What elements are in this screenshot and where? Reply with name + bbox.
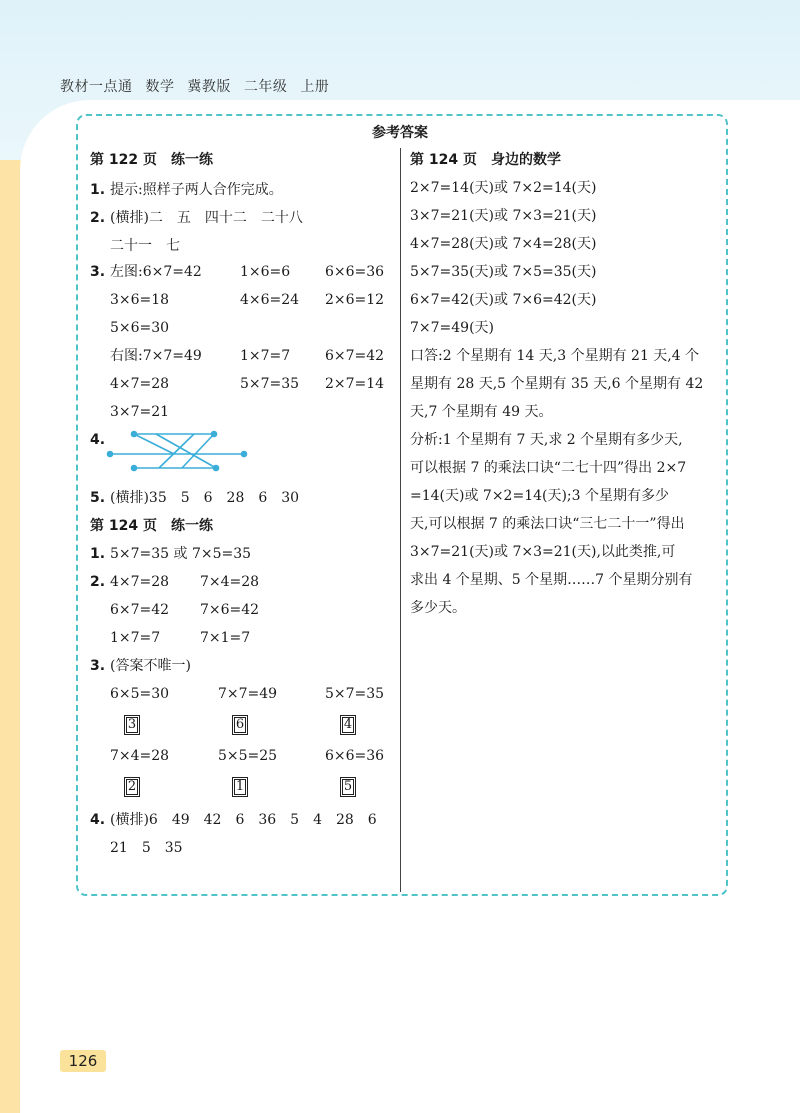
p3-equation: 5×7=35 [325,686,385,702]
q4-number: 4. [90,432,106,448]
q3-cell: 左图:6×7=42 [110,264,202,280]
p4-number: 4. [90,812,106,828]
q2-number: 2. [90,210,106,226]
column-divider [400,148,401,892]
right-line: 5×7=35(天)或 7×5=35(天) [410,264,597,280]
right-line: 分析:1 个星期有 7 天,求 2 个星期有多少天, [410,432,683,448]
right-line: 多少天。 [410,600,466,616]
q2-answer-line2: 二十一 七 [110,238,180,254]
q5-number: 5. [90,490,106,506]
q3-cell: 6×6=36 [325,264,385,280]
page-title: 参考答案 [372,125,428,141]
p2-cell: 4×7=28 [110,574,170,590]
q3-cell: 2×7=14 [325,376,385,392]
p3-equation: 6×5=30 [110,686,170,702]
p2-cell: 1×7=7 [110,630,161,646]
p2-cell: 7×6=42 [200,602,260,618]
p3-equation: 7×7=49 [218,686,278,702]
q3-cell: 1×6=6 [240,264,291,280]
q3-cell: 3×7=21 [110,404,170,420]
q5-answer: (横排)35 5 6 28 6 30 [110,490,300,506]
p2-number: 2. [90,574,106,590]
book-name: 教材一点通 [60,79,133,95]
p3-boxed-answer: 2 [124,777,140,797]
right-line: 7×7=49(天) [410,320,495,336]
edition: 冀教版 [187,79,231,95]
section-title-122: 第 122 页 练一练 [90,152,213,168]
right-line: 星期有 28 天,5 个星期有 35 天,6 个星期有 42 [410,376,704,392]
subject: 数学 [145,79,175,95]
p3-boxed-answer: 1 [232,777,248,797]
running-header [60,76,337,96]
q3-cell: 5×7=35 [240,376,300,392]
p2-cell: 7×4=28 [200,574,260,590]
q1-number: 1. [90,182,106,198]
p3-note: (答案不唯一) [110,658,191,674]
p3-boxed-answer: 4 [340,715,356,735]
p3-equation: 7×4=28 [110,748,170,764]
q3-cell: 6×7=42 [325,348,385,364]
p1-number: 1. [90,546,106,562]
page-number: 126 [60,1050,106,1072]
q3-cell: 5×6=30 [110,320,170,336]
p4-answer-line1: (横排)6 49 42 6 36 5 4 28 6 [110,812,377,828]
grade: 二年级 [243,79,288,95]
right-line: =14(天)或 7×2=14(天);3 个星期有多少 [410,488,670,504]
p3-equation: 5×5=25 [218,748,278,764]
right-line: 天,可以根据 7 的乘法口诀“三七二十一”得出 [410,516,685,532]
section-title-124: 第 124 页 练一练 [90,518,213,534]
section-title-life-math: 第 124 页 身边的数学 [410,152,561,168]
q3-number: 3. [90,264,106,280]
p3-boxed-answer: 6 [232,715,248,735]
right-line: 3×7=21(天)或 7×3=21(天) [410,208,597,224]
right-line: 2×7=14(天)或 7×2=14(天) [410,180,597,196]
right-line: 3×7=21(天)或 7×3=21(天),以此类推,可 [410,544,676,560]
q3-cell: 4×6=24 [240,292,300,308]
right-line: 可以根据 7 的乘法口诀“二七十四”得出 2×7 [410,460,687,476]
q2-answer-line1: (横排)二 五 四十二 二十八 [110,210,303,226]
right-line: 6×7=42(天)或 7×6=42(天) [410,292,597,308]
p2-cell: 6×7=42 [110,602,170,618]
right-line: 4×7=28(天)或 7×4=28(天) [410,236,597,252]
p2-cell: 7×1=7 [200,630,251,646]
right-line: 口答:2 个星期有 14 天,3 个星期有 21 天,4 个 [410,348,700,364]
p3-number: 3. [90,658,106,674]
matching-lines-diagram [104,424,250,478]
q3-cell: 2×6=12 [325,292,385,308]
right-line: 求出 4 个星期、5 个星期……7 个星期分别有 [410,572,693,588]
q1-answer: 提示:照样子两人合作完成。 [110,182,283,198]
right-line: 天,7 个星期有 49 天。 [410,404,553,420]
p1-answer: 5×7=35 或 7×5=35 [110,546,252,562]
p3-boxed-answer: 5 [340,777,356,797]
p3-equation: 6×6=36 [325,748,385,764]
q3-cell: 4×7=28 [110,376,170,392]
p4-answer-line2: 21 5 35 [110,840,183,856]
p3-boxed-answer: 3 [124,715,140,735]
q3-cell: 右图:7×7=49 [110,348,202,364]
volume: 上册 [300,79,330,95]
q3-cell: 1×7=7 [240,348,291,364]
q3-cell: 3×6=18 [110,292,170,308]
